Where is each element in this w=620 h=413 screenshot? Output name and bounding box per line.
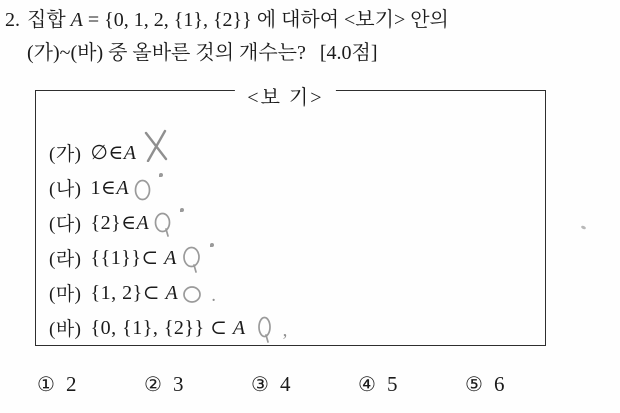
- answer-choice-5: [465, 371, 572, 397]
- handwritten-comma-mark: .: [211, 284, 216, 306]
- item-label: (바): [49, 319, 82, 340]
- handwritten-circle-mark: [181, 246, 203, 274]
- question-korean-pre: 집합: [27, 9, 71, 31]
- handwritten-dot-mark: [159, 173, 163, 177]
- formula-var: A: [123, 142, 137, 164]
- choice-value: 5: [386, 371, 398, 396]
- circled-number-icon: ①: [37, 372, 55, 396]
- item-formula: [91, 175, 130, 200]
- formula-pre: {{1}}⊂: [90, 247, 165, 269]
- handwritten-dot-mark: [180, 208, 184, 212]
- formula-pre: {2}∈: [90, 212, 137, 234]
- formula-var: A: [164, 247, 177, 269]
- list-item-ra: [36, 240, 545, 275]
- set-definition: = {0, 1, 2, {1}, {2}}: [82, 9, 257, 31]
- item-label: (나): [49, 179, 82, 200]
- scan-speck: [581, 225, 587, 230]
- answer-choice-3: [251, 371, 358, 397]
- formula-var: A: [136, 212, 150, 234]
- list-item-ga: [36, 135, 545, 170]
- question-line-1: [27, 4, 449, 37]
- answer-choice-2: [144, 371, 251, 397]
- question-line-2-text: (가)~(바) 중 올바른 것의 개수는?: [27, 42, 306, 64]
- question-number: 2.: [5, 9, 20, 31]
- formula-var: A: [116, 177, 130, 199]
- item-formula: [91, 280, 179, 305]
- handwritten-circle-mark: [153, 212, 173, 238]
- item-formula: [91, 315, 246, 340]
- choice-value: 6: [493, 371, 505, 396]
- answer-choice-4: [358, 371, 465, 397]
- choice-value: 2: [65, 371, 77, 396]
- list-item-da: [36, 205, 545, 240]
- formula-pre: 1∈: [90, 177, 117, 199]
- handwritten-circle-mark: [133, 178, 152, 202]
- item-label: (라): [49, 249, 82, 270]
- circled-number-icon: ④: [358, 372, 376, 396]
- circled-number-icon: ⑤: [465, 372, 483, 396]
- handwritten-circle-mark: [256, 316, 274, 344]
- handwritten-comma-mark: ,: [282, 319, 288, 341]
- bogi-item-list: [36, 135, 545, 345]
- list-item-ma: [36, 275, 545, 310]
- list-item-na: [36, 170, 545, 205]
- formula-var: A: [232, 317, 246, 339]
- item-label: (가): [49, 144, 82, 165]
- formula-pre: ∅∈: [90, 142, 124, 164]
- handwritten-circle-mark: [182, 285, 202, 304]
- circled-number-icon: ②: [144, 372, 162, 396]
- choice-value: 4: [279, 371, 291, 396]
- handwritten-dot-mark: [210, 243, 214, 247]
- list-item-ba: [36, 310, 545, 345]
- circled-number-icon: ③: [251, 372, 269, 396]
- answer-choices-row: [37, 371, 572, 397]
- handwritten-x-mark: [142, 129, 169, 162]
- formula-pre: {0, {1}, {2}} ⊂: [90, 317, 233, 339]
- choice-value: 3: [172, 371, 184, 396]
- item-formula: [91, 140, 137, 165]
- question-text: [27, 4, 449, 70]
- question-line-2: [27, 37, 449, 70]
- set-variable: A: [70, 9, 83, 31]
- item-formula: [91, 245, 177, 270]
- score-badge: [4.0점]: [319, 42, 378, 64]
- bogi-box-title: <보 기>: [235, 81, 335, 110]
- answer-choice-1: [37, 371, 144, 397]
- item-formula: [91, 210, 150, 235]
- question-korean-post: 에 대하여 <보기> 안의: [256, 9, 449, 31]
- bogi-box: [35, 87, 546, 346]
- formula-pre: {1, 2}⊂: [90, 282, 166, 304]
- formula-var: A: [165, 282, 179, 304]
- question-block: [5, 4, 613, 70]
- item-label: (마): [49, 284, 82, 305]
- item-label: (다): [49, 214, 82, 235]
